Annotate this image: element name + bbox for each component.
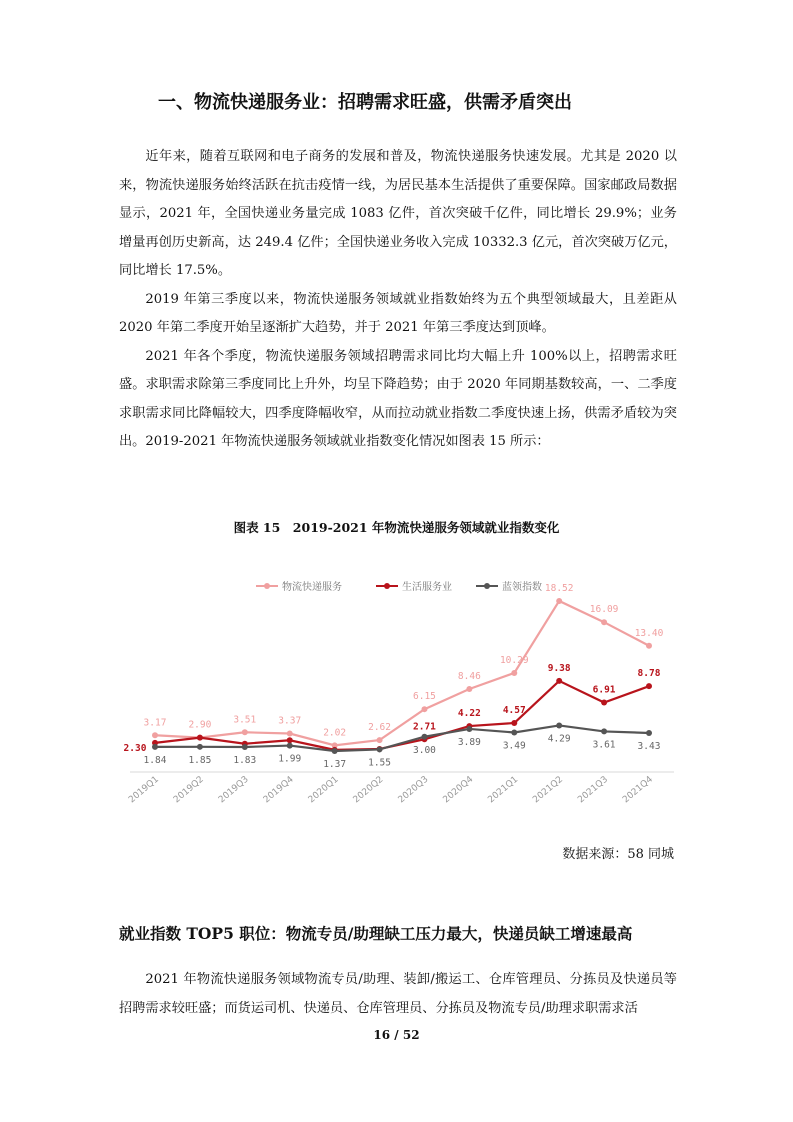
data-point xyxy=(466,726,472,732)
data-label: 1.99 xyxy=(278,753,302,765)
paragraph: 2019 年第三季度以来，物流快递服务领域就业指数始终为五个典型领域最大，且差距从 2020 年第二季度开始呈逐渐扩大趋势，并于 2021 年第三季度达到顶峰。 xyxy=(119,291,677,335)
data-point xyxy=(556,678,562,684)
data-label: 4.57 xyxy=(502,705,526,717)
data-label: 8.46 xyxy=(457,670,481,682)
x-tick-label: 2021Q3 xyxy=(576,774,611,806)
legend-item xyxy=(376,580,452,593)
x-tick-label: 2020Q4 xyxy=(441,774,476,806)
data-point xyxy=(646,730,652,736)
data-label: 2.02 xyxy=(323,727,347,739)
data-label: 3.43 xyxy=(637,740,661,752)
data-point xyxy=(511,729,517,735)
data-point xyxy=(242,744,248,750)
x-tick-label: 2019Q2 xyxy=(172,774,206,806)
data-point xyxy=(377,737,383,743)
data-point xyxy=(377,746,383,752)
data-label: 9.38 xyxy=(547,662,571,674)
data-label: 2.62 xyxy=(368,722,391,734)
series-1 xyxy=(152,678,652,753)
data-label: 1.83 xyxy=(233,754,257,766)
series-layer xyxy=(124,583,664,770)
data-label: 6.91 xyxy=(592,684,616,696)
legend-marker xyxy=(264,583,270,589)
data-label: 3.49 xyxy=(502,740,526,752)
x-tick-label: 2020Q3 xyxy=(396,774,431,806)
data-label: 4.22 xyxy=(457,708,481,720)
data-point xyxy=(152,744,158,750)
data-point xyxy=(197,735,203,741)
paragraph: 2021 年各个季度，物流快递服务领域招聘需求同比均大幅上升 100%以上，招聘需求旺盛。求职需求除第三季度同比上升外，均呈下降趋势；由于 2020 年同期基数较高，一、二季度求职需求同比降幅较大，四季度降幅收窄，从而拉动就业指数二季度快速上扬，供需矛盾较为突出。2019-2021 年物流快递服务领域就业指数变化情况如图表 15 所示： xyxy=(119,348,677,449)
x-tick-label: 2019Q4 xyxy=(261,774,296,806)
x-tick-label: 2021Q4 xyxy=(621,774,655,806)
data-point xyxy=(601,700,607,706)
data-label: 2.71 xyxy=(413,721,436,733)
x-tick-label: 2019Q3 xyxy=(216,774,251,806)
data-label: 3.37 xyxy=(278,715,302,727)
series-line xyxy=(155,725,649,751)
x-tick-label: 2020Q1 xyxy=(306,774,341,806)
data-point xyxy=(601,619,607,625)
data-point xyxy=(287,743,293,749)
series-0-labels xyxy=(144,583,664,738)
legend-marker xyxy=(484,583,490,589)
legend-label: 生活服务业 xyxy=(402,582,452,593)
data-label: 18.52 xyxy=(544,582,574,594)
data-point xyxy=(646,683,652,689)
data-label: 1.84 xyxy=(143,754,167,766)
paragraph: 2021 年物流快递服务领域物流专员/助理、装卸/搬运工、仓库管理员、分拣员及快递员等招聘需求较旺盛；而货运司机、快递员、仓库管理员、分拣员及物流专员/助理求职需求活 xyxy=(119,972,677,1016)
chart-legend xyxy=(256,580,542,593)
data-point xyxy=(197,744,203,750)
series-1-labels xyxy=(124,663,661,754)
data-label: 3.89 xyxy=(457,736,481,748)
series-2-labels xyxy=(144,733,661,770)
page-number: 16 / 52 xyxy=(373,1028,420,1042)
data-label: 16.09 xyxy=(589,604,619,616)
data-point xyxy=(152,732,158,738)
data-label: 3.61 xyxy=(592,739,616,751)
figure-caption: 图表 15 2019-2021 年物流快递服务领域就业指数变化 xyxy=(233,520,560,535)
data-point xyxy=(466,686,472,692)
data-label: 13.40 xyxy=(634,627,664,639)
legend-marker xyxy=(384,583,390,589)
data-point xyxy=(242,729,248,735)
data-label: 3.51 xyxy=(233,714,257,726)
data-point xyxy=(287,731,293,737)
data-point xyxy=(332,748,338,754)
data-label: 6.15 xyxy=(413,691,436,703)
legend-label: 蓝领指数 xyxy=(502,582,542,593)
data-point xyxy=(556,598,562,604)
subsection-title: 就业指数 TOP5 职位：物流专员/助理缺工压力最大，快递员缺工增速最高 xyxy=(119,924,633,943)
x-tick-label: 2021Q1 xyxy=(486,774,521,806)
data-point xyxy=(421,734,427,740)
data-point xyxy=(556,722,562,728)
data-point xyxy=(646,643,652,649)
data-label: 8.78 xyxy=(637,668,661,680)
series-line xyxy=(155,681,649,750)
data-point xyxy=(511,670,517,676)
data-label: 1.55 xyxy=(368,757,391,769)
data-label: 3.00 xyxy=(413,744,436,756)
data-point xyxy=(287,737,293,743)
data-label: 2.90 xyxy=(188,719,212,731)
data-label: 1.37 xyxy=(323,759,347,771)
x-tick-labels xyxy=(127,774,655,805)
data-label: 3.17 xyxy=(143,717,167,729)
section-title: 一、物流快递服务业：招聘需求旺盛，供需矛盾突出 xyxy=(158,92,572,113)
x-tick-label: 2020Q2 xyxy=(351,774,386,806)
x-tick-label: 2019Q1 xyxy=(127,774,161,806)
line-chart xyxy=(118,568,678,818)
data-source: 数据来源：58 同城 xyxy=(562,847,674,862)
legend-item xyxy=(476,580,542,593)
legend-label: 物流快递服务 xyxy=(282,582,342,593)
body-paragraphs xyxy=(119,143,677,457)
data-point xyxy=(421,706,427,712)
data-point xyxy=(601,728,607,734)
x-tick-label: 2021Q2 xyxy=(531,774,566,806)
data-point xyxy=(511,720,517,726)
data-label: 2.30 xyxy=(123,742,147,754)
body-paragraphs-2 xyxy=(119,966,677,1023)
data-label: 4.29 xyxy=(547,733,571,745)
paragraph: 近年来，随着互联网和电子商务的发展和普及，物流快递服务快速发展。尤其是 2020 以来，物流快递服务始终活跃在抗击疫情一线，为居民基本生活提供了重要保障。国家邮政局数据显示，2021 年，全国快递业务量完成 1083 亿件，首次突破千亿件，同比增长 29.9%；业务增量再创历史新高，达 249.4 亿件；全国快递业务收入完成 10332.3 亿元，首次突破万亿元，同比增长 17.5%。 xyxy=(119,149,677,278)
data-label: 10.29 xyxy=(499,654,529,666)
legend-item xyxy=(256,580,342,593)
series-line xyxy=(155,601,649,745)
data-label: 1.85 xyxy=(188,754,212,766)
